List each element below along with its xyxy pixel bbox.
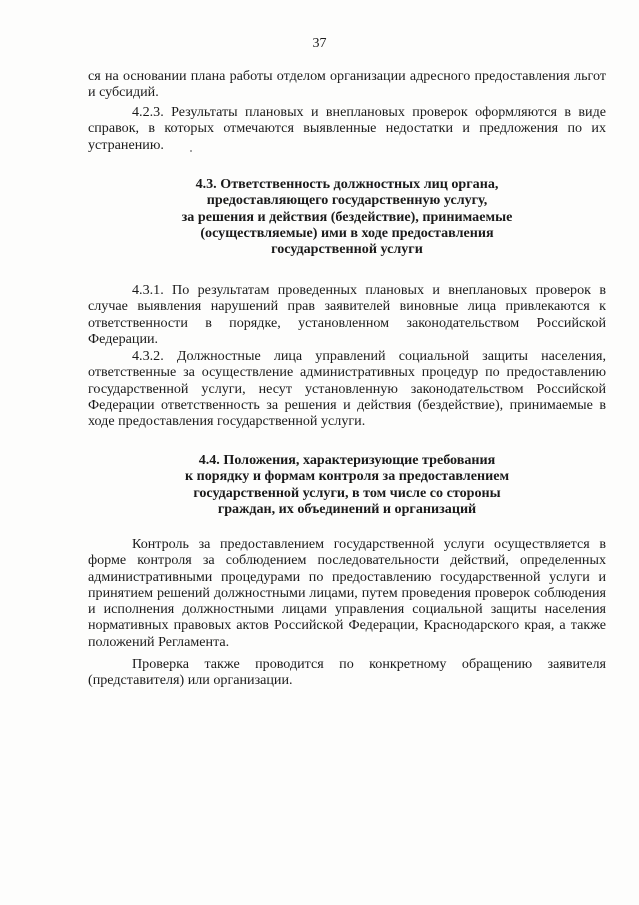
- heading-4-3-line: предоставляющего государственную услугу,: [206, 192, 488, 209]
- paragraph-4-2-3: 4.2.3. Результаты плановых и внеплановых проверок оформляются в виде справок, в которых отмечаются выявленные недостатки и предложения по их устранению.: [88, 104, 606, 153]
- paragraph-control: Контроль за предоставлением государственной услуги осуществляется в форме контроля за соблюдением последовательности действий, определенных административными процедурами по предоставлению государственной услуги и принятием решений должностными лицами, путем проведения проверок соблюдения и исполнения должностными лицами управления социальной защиты населения нормативных правовых актов Российской Федерации, Краснодарского края, а также положений Регламента.: [88, 536, 606, 650]
- paragraph-continuation: ся на основании плана работы отделом организации адресного предоставления льгот и субсидий.: [88, 68, 606, 101]
- heading-4-4-line: граждан, их объединений и организаций: [217, 500, 477, 517]
- heading-4-3: [88, 176, 606, 257]
- heading-4-3-line: государственной услуги: [271, 241, 423, 258]
- heading-4-4-line: 4.4. Положения, характеризующие требования: [198, 452, 496, 468]
- heading-4-3-line: 4.3. Ответственность должностных лиц органа,: [195, 176, 499, 192]
- paragraph-inspection: Проверка также проводится по конкретному обращению заявителя (представителя) или организации.: [88, 656, 606, 689]
- paragraph-4-3-2: 4.3.2. Должностные лица управлений социальной защиты населения, ответственные за осуществление административных процедур по предоставлению государственной услуги, несут установленную законодательством Российской Федерации ответственность за решения и действия (бездействие), принимаемые в ходе предоставления государственной услуги.: [88, 348, 606, 430]
- heading-4-3-line: за решения и действия (бездействие), принимаемые: [181, 208, 513, 225]
- heading-4-4-line: к порядку и формам контроля за предоставлением: [184, 468, 510, 485]
- paragraph-4-3-1: 4.3.1. По результатам проведенных плановых и внеплановых проверок в случае выявления нарушений прав заявителей виновные лица привлекаются к ответственности в порядке, установленном законодательством Российской Федерации.: [88, 282, 606, 347]
- heading-4-4-line: государственной услуги, в том числе со стороны: [193, 484, 501, 501]
- scan-speck: [190, 150, 192, 152]
- heading-4-3-line: (осуществляемые) ими в ходе предоставления: [200, 224, 494, 241]
- page-number: 37: [312, 36, 327, 51]
- heading-4-4: [88, 452, 606, 517]
